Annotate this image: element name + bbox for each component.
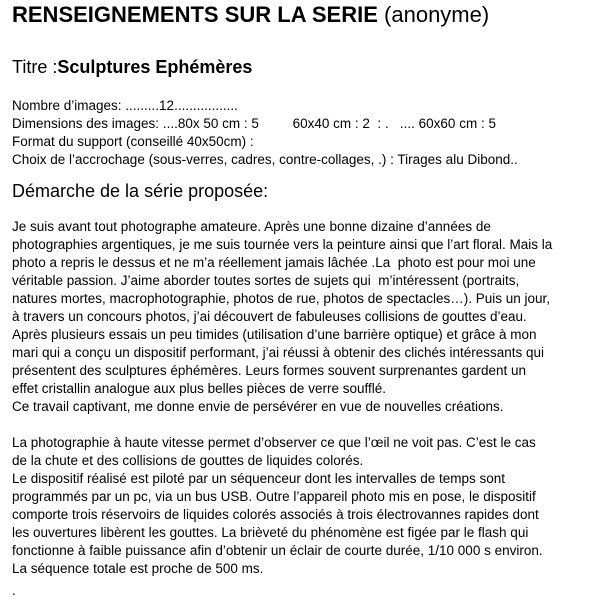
series-title-value: Sculptures Ephémères (57, 57, 253, 77)
trailing-mark: . (12, 583, 16, 598)
info-dimensions: Dimensions des images: ....80x 50 cm : 5 60x40 cm : 2 : . .... 60x60 cm : 5 (12, 116, 496, 131)
info-format: Format du support (conseillé 40x50cm) : (12, 134, 254, 149)
page-heading (12, 0, 489, 30)
paragraph-line: Le dispositif réalisé est piloté par un séquenceur dont les intervalles de temps sont (12, 471, 506, 486)
paragraph-line: La séquence totale est proche de 500 ms. (12, 561, 264, 576)
paragraph-line: à travers un concours photos, j’ai découvert de fabuleuses collisions de gouttes d’eau. (12, 309, 527, 324)
paragraph-line: Après plusieurs essais un peu timides (utilisation d’une barrière optique) et grâce à mon (12, 327, 537, 342)
paragraph-line: de la chute et des collisions de gouttes de liquides colorés. (12, 453, 364, 468)
heading-title: RENSEIGNEMENTS SUR LA SERIE (12, 2, 378, 27)
series-title (12, 55, 252, 79)
paragraph-line: natures mortes, macrophotographie, photos de rue, photos de spectacles…). Puis un jour, (12, 291, 551, 306)
paragraph-line: présentent des sculptures éphémères. Leurs formes souvent surprenantes gardent un (12, 363, 527, 378)
paragraph-line: Ce travail captivant, me donne envie de persévérer en vue de nouvelles créations. (12, 399, 504, 414)
paragraph-line: La photographie à haute vitesse permet d’observer ce que l’œil ne voit pas. C’est le cas (12, 435, 536, 450)
heading-suffix: (anonyme) (384, 2, 490, 27)
info-image-count: Nombre d’images: .........12................. (12, 98, 238, 113)
paragraph-line: programmés par un pc, via un bus USB. Outre l’appareil photo mis en pose, le dispositif (12, 489, 536, 504)
paragraph-line: photo a repris le dessus et ne m’a réellement jamais lâchée .La photo est pour moi une (12, 255, 536, 270)
paragraph-line: photographies argentiques, je me suis tournée vers la peinture ainsi que l’art floral. Mais la (12, 237, 553, 252)
paragraph-line: véritable passion. J’aime aborder toutes sortes de sujets qui m’intéressent (portraits, (12, 273, 520, 288)
paragraph-line: Je suis avant tout photographe amateure. Après une bonne dizaine d’années de (12, 219, 491, 234)
info-hanging: Choix de l’accrochage (sous-verres, cadres, contre-collages, .) : Tirages alu Dibond.. (12, 152, 518, 167)
paragraph-line: comporte trois réservoirs de liquides colorés associés à trois électrovannes rapides dont (12, 507, 539, 522)
section-heading: Démarche de la série proposée: (12, 181, 269, 201)
series-title-label: Titre : (12, 57, 58, 77)
paragraph-line: effet cristallin analogue aux plus belles pièces de verre soufflé. (12, 381, 386, 396)
paragraph-line: les ouvertures libèrent les gouttes. La brièveté du phénomène est figée par le flash qui (12, 525, 529, 540)
paragraph-line: mari qui a conçu un dispositif performant, j’ai réussi à obtenir des clichés intéressants qui (12, 345, 545, 360)
paragraph-line: fonctionne à faible puissance afin d’obtenir un éclair de courte durée, 1/10 000 s environ. (12, 543, 543, 558)
